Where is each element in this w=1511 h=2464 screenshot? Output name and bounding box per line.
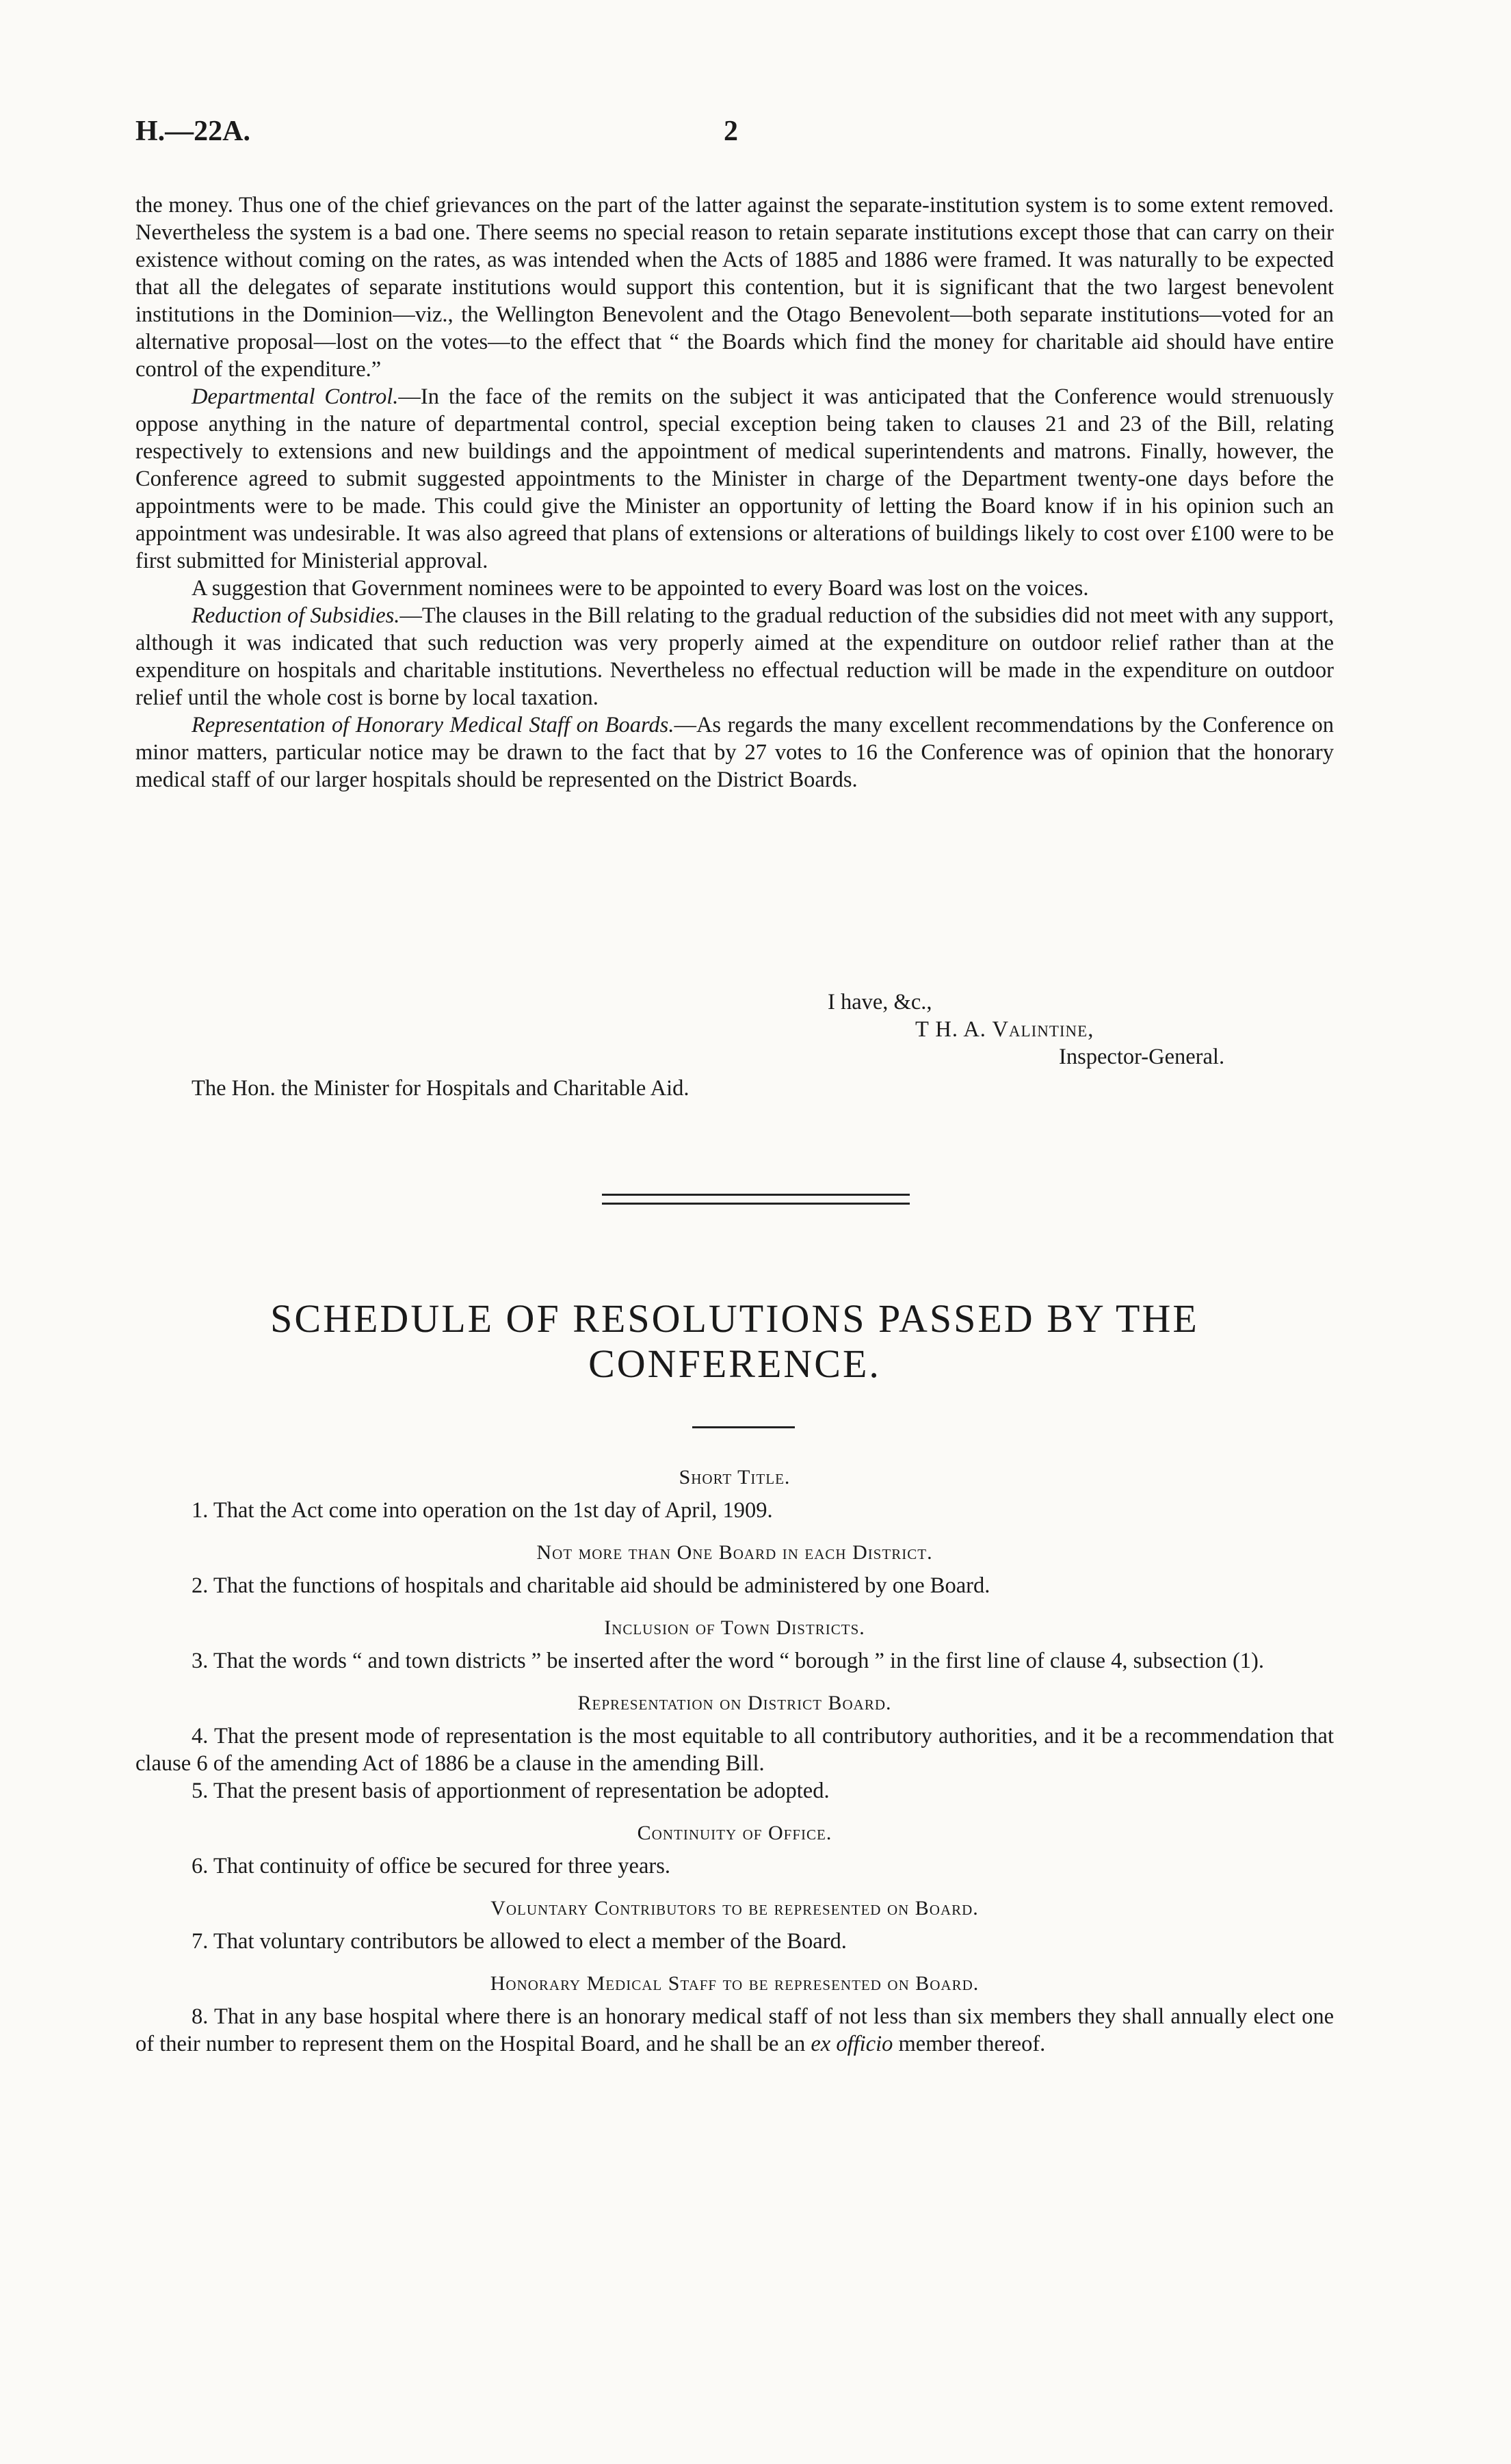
document-reference: H.—22A. — [135, 116, 250, 147]
paragraph: Representation of Honorary Medical Staff on Boards.—As regards the many excellent recommendations by the Conference on minor matters, particular notice may be drawn to the fact that by 27 votes to 16 the Conference was of opinion that the honorary medical staff of our larger hospitals should be represented on the District Boards. — [135, 713, 1334, 792]
section-divider — [602, 1194, 910, 1205]
resolution: 4. That the present mode of representation is the most equitable to all contributory authorities, and it be a recommendation that clause 6 of the amending Act of 1886 be a clause in the amending Bill. — [135, 1724, 1334, 1776]
section-heading: Honorary Medical Staff to be represented on Board. — [490, 1972, 980, 1995]
resolution: 1. That the Act come into operation on the 1st day of April, 1909. — [192, 1498, 773, 1523]
resolutions-list — [135, 1464, 1334, 2058]
section-heading: Representation on District Board. — [577, 1692, 892, 1714]
section-heading: Short Title. — [679, 1466, 791, 1489]
paragraph: the money. Thus one of the chief grievances on the part of the latter against the separate-institution system is to some extent removed. Nevertheless the system is a bad one. There seems no special reason to retain separate institutions except those that can carry on their existence without coming on the rates, as was intended when the Acts of 1885 and 1886 were framed. It was naturally to be expected that all the delegates of separate institutions would support this contention, but it is significant that the two largest benevolent institutions in the Dominion—viz., the Wellington Benevolent and the Otago Benevolent—both separate institutions—voted for an alternative proposal—lost on the votes—to the effect that “ the Boards which find the money for charitable aid should have entire control of the expenditure.” — [135, 193, 1334, 382]
section-heading: Voluntary Contributors to be represented on Board. — [490, 1897, 979, 1919]
section-heading: Continuity of Office. — [637, 1822, 832, 1844]
schedule-title: SCHEDULE OF RESOLUTIONS PASSED BY THE CONFERENCE. — [270, 1296, 1199, 1386]
signer-title: Inspector-General. — [1059, 1045, 1225, 1069]
title-rule — [692, 1426, 795, 1428]
paragraph-heading: Reduction of Subsidies. — [192, 603, 400, 628]
resolution: 2. That the functions of hospitals and charitable aid should be administered by one Board. — [192, 1573, 990, 1598]
addressee: The Hon. the Minister for Hospitals and Charitable Aid. — [192, 1076, 689, 1101]
resolution: 8. That in any base hospital where there is an honorary medical staff of not less than six members they shall annually elect one of their number to represent them on the Hospital Board, and he shall be an ex officio member thereof. — [135, 2004, 1334, 2056]
section-heading: Not more than One Board in each District. — [536, 1541, 933, 1564]
paragraph: Reduction of Subsidies.—The clauses in the Bill relating to the gradual reduction of the subsidies did not meet with any support, although it was indicated that such reduction was very properly aimed at the expenditure on outdoor relief rather than at the expenditure on hospitals and charitable institutions. Nevertheless no effectual reduction will be made in the expenditure on outdoor relief until the whole cost is borne by local taxation. — [135, 603, 1335, 710]
paragraph: Departmental Control.—In the face of the remits on the subject it was anticipated that the Conference would strenuously oppose anything in the nature of departmental control, special exception being taken to clauses 21 and 23 of the Bill, relating respectively to extensions and new buildings and the appointment of medical superintendents and matrons. Finally, however, the Conference agreed to submit suggested appointments to the Minister in charge of the Department twenty-one days before the appointments were to be made. This could give the Minister an opportunity of letting the Board know if in his opinion such an appointment was undesirable. It was also agreed that plans of extensions or alterations of buildings likely to cost over £100 were to be first submitted for Ministerial approval. — [135, 384, 1334, 573]
resolution: 7. That voluntary contributors be allowed to elect a member of the Board. — [192, 1929, 847, 1954]
resolution: 5. That the present basis of apportionment of representation be adopted. — [192, 1779, 830, 1803]
paragraph-heading: Representation of Honorary Medical Staff on Boards. — [192, 713, 674, 737]
paragraph: A suggestion that Government nominees were to be appointed to every Board was lost on the voices. — [192, 576, 1089, 601]
resolution: 3. That the words “ and town districts ” be inserted after the word “ borough ” in the first line of clause 4, subsection (1). — [192, 1649, 1264, 1673]
signature: T H. A. Valintine, — [915, 1017, 1094, 1042]
letter-body — [135, 192, 1334, 794]
page-number: 2 — [724, 116, 738, 147]
section-heading: Inclusion of Town Districts. — [604, 1616, 865, 1639]
paragraph-heading: Departmental Control. — [192, 384, 399, 409]
page-header — [135, 115, 1374, 156]
complimentary-close: I have, &c., — [828, 990, 932, 1014]
resolution: 6. That continuity of office be secured for three years. — [192, 1854, 670, 1878]
